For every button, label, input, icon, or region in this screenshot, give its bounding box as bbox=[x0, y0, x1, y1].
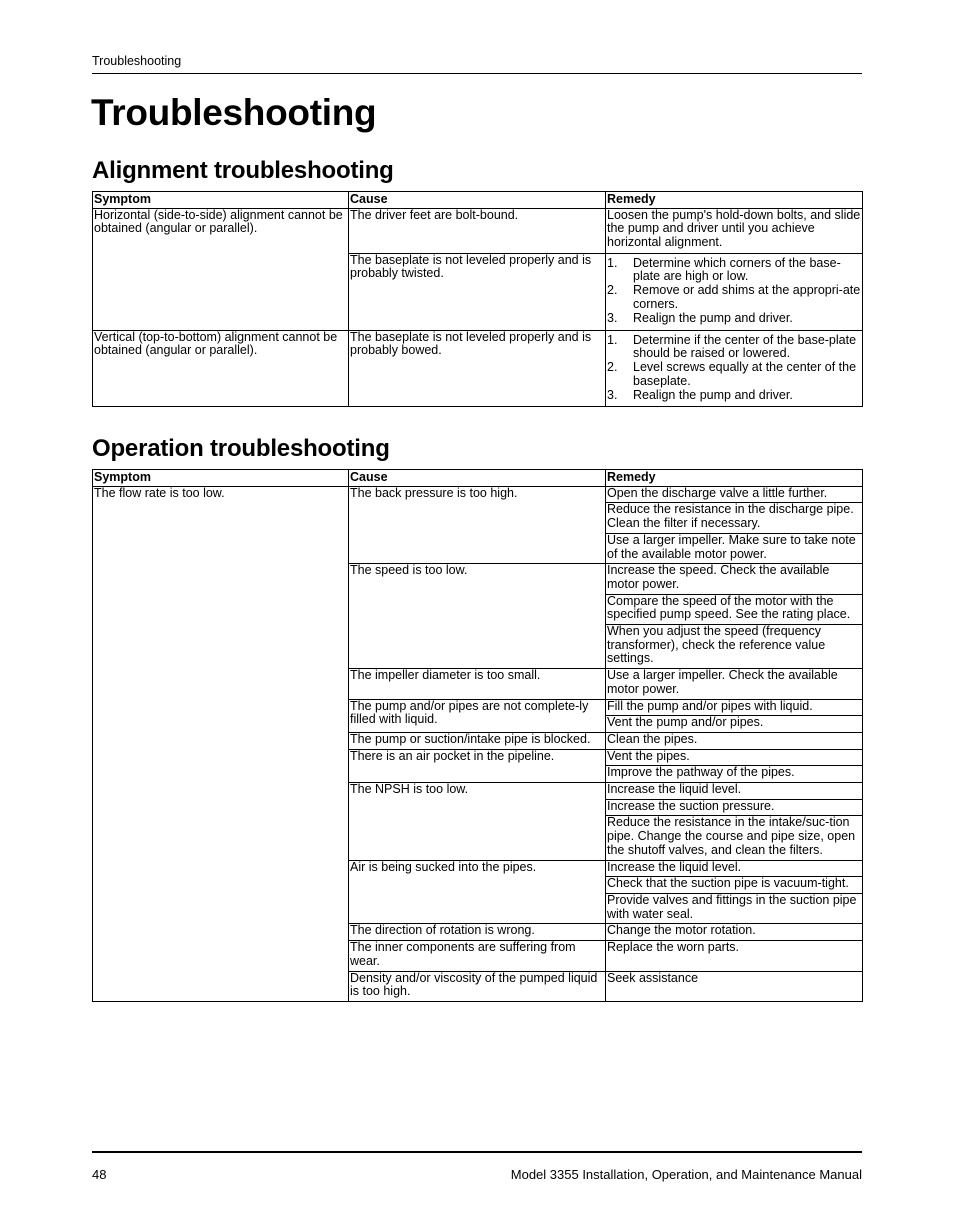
column-header-symptom: Symptom bbox=[93, 470, 349, 487]
remedy-cell: Compare the speed of the motor with the specified pump speed. See the rating place. bbox=[606, 594, 863, 624]
operation-troubleshooting-table bbox=[92, 469, 863, 1002]
cause-cell: The speed is too low. bbox=[349, 564, 606, 669]
remedy-step: 2. Remove or add shims at the appropri-ate corners. bbox=[607, 283, 861, 311]
remedy-cell: Increase the liquid level. bbox=[606, 783, 863, 800]
operation-section-title: Operation troubleshooting bbox=[92, 435, 390, 462]
table-row bbox=[93, 208, 863, 253]
column-header-cause: Cause bbox=[349, 192, 606, 209]
remedy-cell: Vent the pump and/or pipes. bbox=[606, 716, 863, 733]
cause-cell: Air is being sucked into the pipes. bbox=[349, 860, 606, 924]
cause-cell: The inner components are suffering from wear. bbox=[349, 941, 606, 971]
cause-cell: The back pressure is too high. bbox=[349, 486, 606, 564]
table-row bbox=[93, 330, 863, 406]
cause-cell: The impeller diameter is too small. bbox=[349, 669, 606, 699]
header-rule bbox=[92, 73, 862, 74]
cause-cell: The baseplate is not leveled properly and is probably twisted. bbox=[349, 253, 606, 330]
cause-cell: The direction of rotation is wrong. bbox=[349, 924, 606, 941]
remedy-cell: Clean the pipes. bbox=[606, 732, 863, 749]
cause-cell: The pump and/or pipes are not complete-ly filled with liquid. bbox=[349, 699, 606, 732]
alignment-section-title: Alignment troubleshooting bbox=[92, 157, 394, 184]
remedy-cell: Seek assistance bbox=[606, 971, 863, 1001]
cause-cell: The baseplate is not leveled properly and is probably bowed. bbox=[349, 330, 606, 406]
remedy-cell: Replace the worn parts. bbox=[606, 941, 863, 971]
remedy-cell: Loosen the pump's hold-down bolts, and slide the pump and driver until you achieve horizontal alignment. bbox=[606, 208, 863, 253]
page-title: Troubleshooting bbox=[91, 92, 377, 133]
remedy-cell: Increase the speed. Check the available motor power. bbox=[606, 564, 863, 594]
remedy-step: 2. Level screws equally at the center of the baseplate. bbox=[607, 360, 857, 388]
footer-rule bbox=[92, 1151, 862, 1153]
remedy-cell: Improve the pathway of the pipes. bbox=[606, 766, 863, 783]
remedy-step: 1. Determine if the center of the base-plate should be raised or lowered. bbox=[607, 332, 857, 361]
remedy-cell: Provide valves and fittings in the suction pipe with water seal. bbox=[606, 893, 863, 923]
cause-cell: The driver feet are bolt-bound. bbox=[349, 208, 606, 253]
manual-title: Model 3355 Installation, Operation, and Maintenance Manual bbox=[510, 1167, 862, 1182]
remedy-cell: Increase the liquid level. bbox=[606, 860, 863, 877]
alignment-troubleshooting-table bbox=[92, 191, 863, 407]
remedy-cell: Increase the suction pressure. bbox=[606, 799, 863, 816]
remedy-cell: Reduce the resistance in the discharge pipe. Clean the filter if necessary. bbox=[606, 503, 863, 533]
cause-cell: There is an air pocket in the pipeline. bbox=[349, 749, 606, 782]
remedy-step: 3. Realign the pump and driver. bbox=[607, 310, 793, 325]
table-header-row bbox=[93, 470, 863, 487]
running-header: Troubleshooting bbox=[92, 54, 182, 68]
remedy-cell: Change the motor rotation. bbox=[606, 924, 863, 941]
remedy-steps bbox=[607, 254, 861, 326]
remedy-steps bbox=[607, 331, 861, 403]
remedy-cell: Check that the suction pipe is vacuum-tight. bbox=[606, 877, 863, 894]
remedy-cell: Reduce the resistance in the intake/suc-tion pipe. Change the course and pipe size, open the shutoff valves, and clean the filters. bbox=[606, 816, 863, 860]
cause-cell: Density and/or viscosity of the pumped liquid is too high. bbox=[349, 971, 606, 1001]
column-header-remedy: Remedy bbox=[606, 192, 863, 209]
column-header-cause: Cause bbox=[349, 470, 606, 487]
remedy-cell: Use a larger impeller. Make sure to take note of the available motor power. bbox=[606, 533, 863, 563]
remedy-cell: When you adjust the speed (frequency transformer), check the reference value settings. bbox=[606, 625, 863, 669]
column-header-symptom: Symptom bbox=[93, 192, 349, 209]
symptom-cell: Horizontal (side-to-side) alignment cannot be obtained (angular or parallel). bbox=[93, 208, 349, 330]
remedy-cell: Open the discharge valve a little further. bbox=[606, 486, 863, 503]
remedy-cell: Use a larger impeller. Check the available motor power. bbox=[606, 669, 863, 699]
table-row bbox=[93, 486, 863, 503]
remedy-cell: Vent the pipes. bbox=[606, 749, 863, 766]
remedy-cell bbox=[606, 330, 863, 406]
remedy-cell bbox=[606, 253, 863, 330]
column-header-remedy: Remedy bbox=[606, 470, 863, 487]
cause-cell: The NPSH is too low. bbox=[349, 783, 606, 861]
remedy-step: 3. Realign the pump and driver. bbox=[607, 387, 793, 402]
remedy-cell: Fill the pump and/or pipes with liquid. bbox=[606, 699, 863, 716]
remedy-step: 1. Determine which corners of the base-plate are high or low. bbox=[607, 255, 841, 284]
symptom-cell: The flow rate is too low. bbox=[93, 486, 349, 1001]
page-number: 48 bbox=[92, 1167, 107, 1182]
symptom-cell: Vertical (top-to-bottom) alignment cannot be obtained (angular or parallel). bbox=[93, 330, 349, 406]
table-header-row bbox=[93, 192, 863, 209]
cause-cell: The pump or suction/intake pipe is blocked. bbox=[349, 732, 606, 749]
